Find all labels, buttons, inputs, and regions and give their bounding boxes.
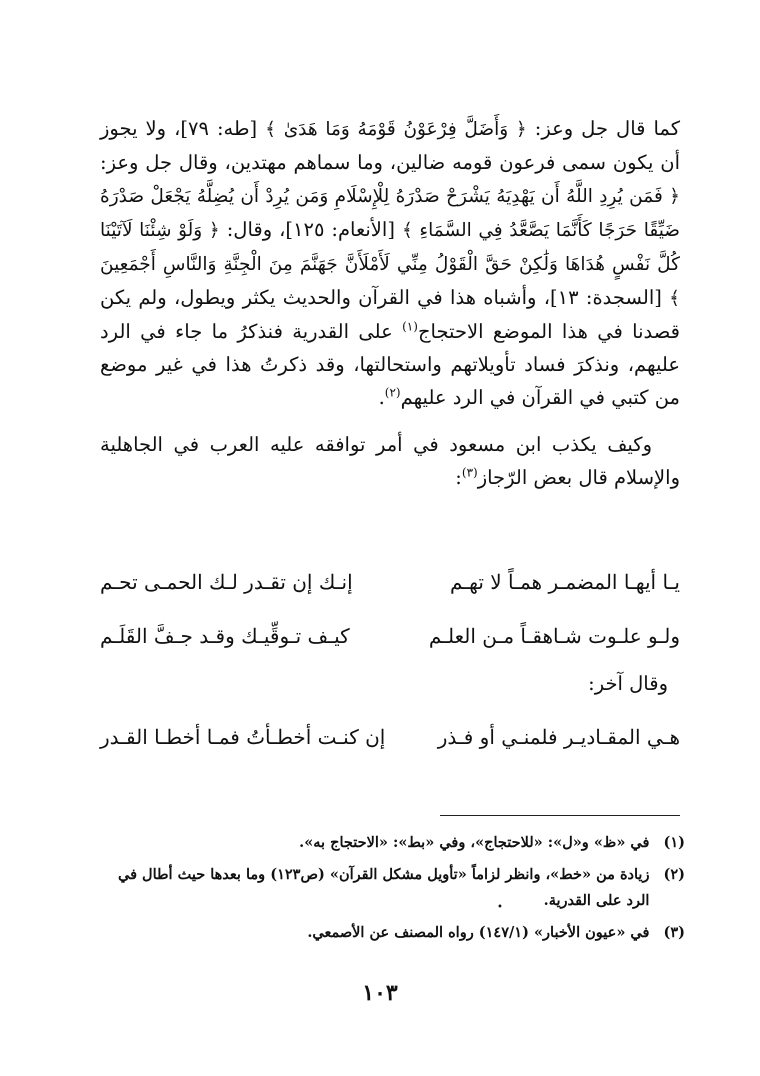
- footnote-number: (٢): [663, 866, 685, 883]
- footnote-ref-2: (٢): [384, 385, 401, 400]
- text-run: :: [455, 466, 462, 489]
- footnote-ref-3: (٣): [461, 465, 478, 480]
- text-run: [طه: ٧٩]، ولا يجوز أن يكون سمى فرعون قومه ضالين، وما سماهم مهتدين، وقال جل وعز:: [100, 117, 680, 174]
- footnote-number: (٣): [663, 924, 685, 941]
- text-run: .: [378, 386, 385, 409]
- text-run: [الأنعام: ١٢٥]، وقال:: [219, 218, 402, 241]
- poem-intro: وقال آخر:: [588, 672, 668, 695]
- page-number: ١٠٣: [362, 980, 398, 1006]
- paragraph-2: [100, 428, 680, 494]
- footnote-divider: [440, 815, 680, 816]
- verse-first-hemistich: هـي المقـاديـر فلمنـي أو فـذر: [437, 725, 680, 749]
- verse-second-hemistich: إنـك إن تقـدر لـك الحمـى تحـم: [100, 570, 353, 594]
- poem-verses: [100, 570, 680, 678]
- quran-verse: ﴿ وَأَضَلَّ فِرْعَوْنُ قَوْمَهُ وَمَا هَدَىٰ ﴾: [265, 119, 527, 140]
- text-run: وكيف يكذب ابن مسعود في أمر توافقه عليه العرب في الجاهلية والإسلام قال بعض الرّجاز: [100, 433, 680, 489]
- verse-second-hemistich: كيـف تـوقِّيـك وقـد جـفَّ القَلَـم: [100, 624, 350, 648]
- text-run: [السجدة: ١٣]، وأشباه هذا في القرآن والحديث يكثر ويطول، ولم يكن قصدنا في هذا الموضع الاحتجاج: [100, 286, 680, 343]
- verse-first-hemistich: يـا أيهـا المضمـر همـاً لا تهـم: [449, 570, 680, 594]
- verse-second-hemistich: إن كنـت أخطـأتُ فمـا أخطـا القـدر: [100, 725, 386, 749]
- footnote: [95, 830, 685, 856]
- paragraph-1: [100, 112, 680, 414]
- footnote: [95, 862, 685, 914]
- text-run: كما قال جل وعز:: [526, 117, 680, 140]
- print-speck: •: [497, 902, 503, 913]
- footnote: [95, 920, 685, 946]
- footnotes: [95, 830, 685, 952]
- quran-verse: ﴿ وَلَوْ شِئْنَا لَآتَيْنَا كُلَّ نَفْسٍ هُدَاهَا وَلَٰكِنْ حَقَّ الْقَوْلُ مِنِّي لَأَمْلَأَنَّ جَهَنَّمَ مِنَ الْجِنَّةِ وَالنَّاسِ أَجْمَعِينَ ﴾: [100, 220, 680, 309]
- footnote-text: في «ظ» و«ل»: «للاحتجاج»، وفي «بط»: «الاحتجاج به».: [299, 834, 650, 851]
- verse-line: [100, 725, 680, 749]
- footnote-ref-1: (١): [402, 319, 418, 334]
- footnote-number: (١): [663, 834, 685, 851]
- quran-verse: ﴿ فَمَن يُرِدِ اللَّهُ أَن يَهْدِيَهُ يَشْرَحْ صَدْرَهُ لِلْإِسْلَامِ وَمَن يُرِدْ أَن يُضِلَّهُ يَجْعَلْ صَدْرَهُ ضَيِّقًا حَرَجًا كَأَنَّمَا يَصَّعَّدُ فِي السَّمَاءِ ﴾: [100, 186, 681, 241]
- verse-line: [100, 624, 680, 678]
- footnote-text: زيادة من «خط»، وانظر لزاماً «تأويل مشكل القرآن» (ص١٢٣) وما بعدها حيث أطال في الرد على القدرية.: [117, 866, 650, 909]
- verse-line: [100, 570, 680, 624]
- verse-first-hemistich: ولـو علـوت شـاهقـاً مـن العلـم: [428, 624, 680, 648]
- footnote-text: في «عيون الأخبار» (١٤٧/١) رواه المصنف عن الأصمعي.: [307, 924, 650, 941]
- text-run: على القدرية فنذكرُ ما جاء في الرد عليهم، ونذكرَ فساد تأويلاتهم واستحالتها، وقد ذكرتُ هذا في غير موضع من كتبي في القرآن في الرد عليهم: [100, 320, 680, 409]
- main-text: [100, 112, 680, 494]
